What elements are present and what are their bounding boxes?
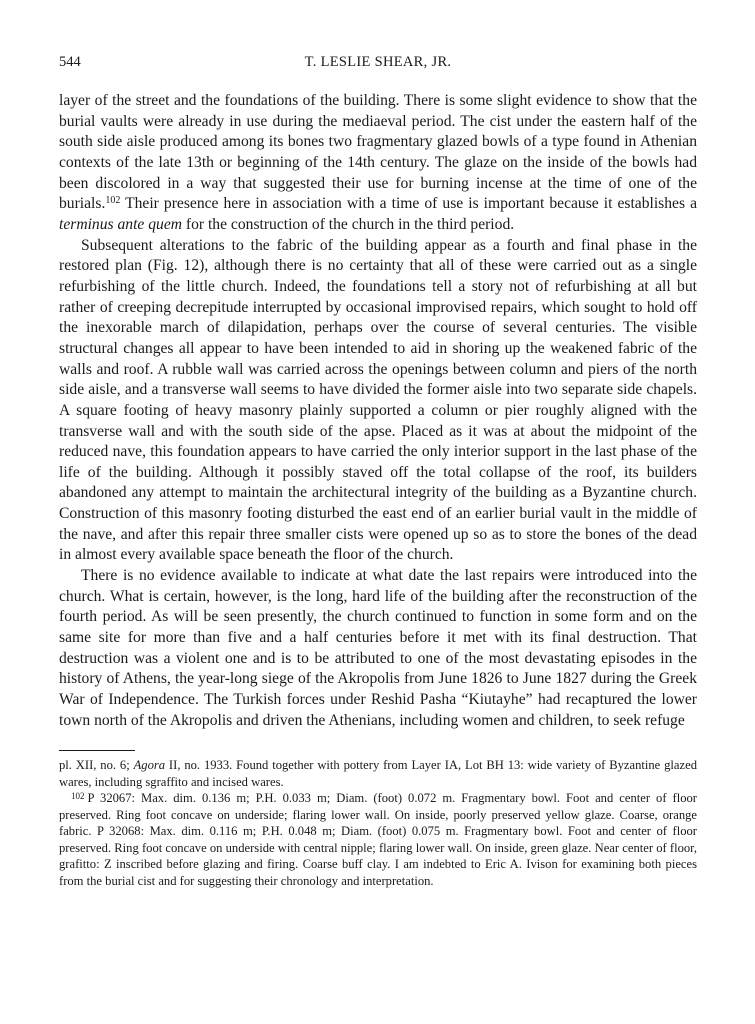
footnote-continuation [59, 757, 697, 790]
footnote-continuation-part-a: pl. XII, no. 6; [59, 758, 134, 773]
paragraph-1-part-a: layer of the street and the foundations of the building. There is some slight evidence to show that the burial vaults were already in use during the mediaeval period. The cist under the eastern half of the south side aisle produced among its bones two fragmentary glazed bowls of a type found in Athenian contexts of the late 13th or beginning of the 14th century. The glaze on the inside of the bowls had been discolored in a way that suggested their use for burning incense at the time of one of the burials. [59, 92, 697, 213]
agora-title: Agora [133, 758, 166, 773]
terminus-ante-quem: terminus ante quem [59, 215, 182, 233]
footnote-continuation-part-b: II, no. 1933. Found together with pottery from Layer IA, Lot BH 13: wide variety of Byzantine glazed wares, including sgraffito and incised wares. [59, 758, 697, 789]
page-number: 544 [59, 54, 81, 70]
paragraph-1-part-c: for the construction of the church in the third period. [182, 215, 515, 233]
footnotes [59, 757, 697, 889]
footnote-102-text: P 32067: Max. dim. 0.136 m; P.H. 0.033 m; Diam. (foot) 0.072 m. Fragmentary bowl. Foot and center of floor preserved. Ring foot concave on underside; flaring lower wall. On inside, poorly preserved yellow glaze. Coarse, orange fabric. P 32068: Max. dim. 0.116 m; P.H. 0.048 m; Diam. (foot) 0.075 m. Fragmentary bowl. Foot and center of floor preserved. Ring foot concave on underside with central nipple; flaring lower wall. On inside, green glaze. Near center of floor, grafitto: Z inscribed before glazing and firing. Coarse buff clay. I am indebted to Eric A. Ivison for examining both pieces from the burial cist and for suggesting their chronology and interpretation. [59, 791, 697, 888]
footnote-102 [59, 790, 697, 889]
running-title: T. LESLIE SHEAR, JR. [304, 54, 452, 70]
footnote-ref-102: 102 [105, 195, 121, 207]
paragraph-1-part-b: Their presence here in association with a time of use is important because it establishes a [120, 195, 697, 213]
running-header [59, 54, 697, 80]
body-text [59, 91, 697, 731]
paragraph-3: There is no evidence available to indicate at what date the last repairs were introduced into the church. What is certain, however, is the long, hard life of the building after the reconstruction of the fourth period. As will be seen presently, the church continued to function in some form and on the same site for more than five and a half centuries before it met with its final destruction. That destruction was a violent one and is to be attributed to one of the most devastating episodes in the history of Athens, the year-long siege of the Akropolis from June 1826 to June 1827 during the Greek War of Independence. The Turkish forces under Reshid Pasha “Kiutayhe” had recaptured the lower town north of the Akropolis and driven the Athenians, including women and children, to seek refuge [59, 567, 697, 729]
paragraph-1 [59, 91, 697, 236]
footnote-divider [59, 750, 135, 751]
document-page [59, 54, 697, 889]
footnote-102-number: 102 [71, 791, 85, 802]
paragraph-2: Subsequent alterations to the fabric of the building appear as a fourth and final phase in the restored plan (Fig. 12), although there is no certainty that all of these were carried out as a single refurbishing of the little church. Indeed, the foundations tell a story not of refurbishing at all but rather of creeping decrepitude interrupted by occasional improvised repairs, which sought to hold off the inexorable march of dilapidation, perhaps over the course of several centuries. The visible structural changes all appear to have been intended to aid in shoring up the weakened fabric of the walls and roof. A rubble wall was carried across the openings between column and piers of the north side aisle, and a transverse wall seems to have divided the former aisle into two separate side chapels. A square footing of heavy masonry plainly supported a column or pier roughly aligned with the transverse wall and with the south side of the apse. Placed as it was at about the midpoint of the reduced nave, this foundation appears to have carried the only interior support in the last phase of the life of the building. Although it possibly staved off the total collapse of the roof, its builders abandoned any attempt to maintain the architectural integrity of the building as a Byzantine church. Construction of this masonry footing disturbed the east end of an earlier burial vault in the middle of the nave, and after this repair three smaller cists were opened up so as to store the bones of the dead in almost every available space beneath the floor of the church. [59, 236, 697, 564]
